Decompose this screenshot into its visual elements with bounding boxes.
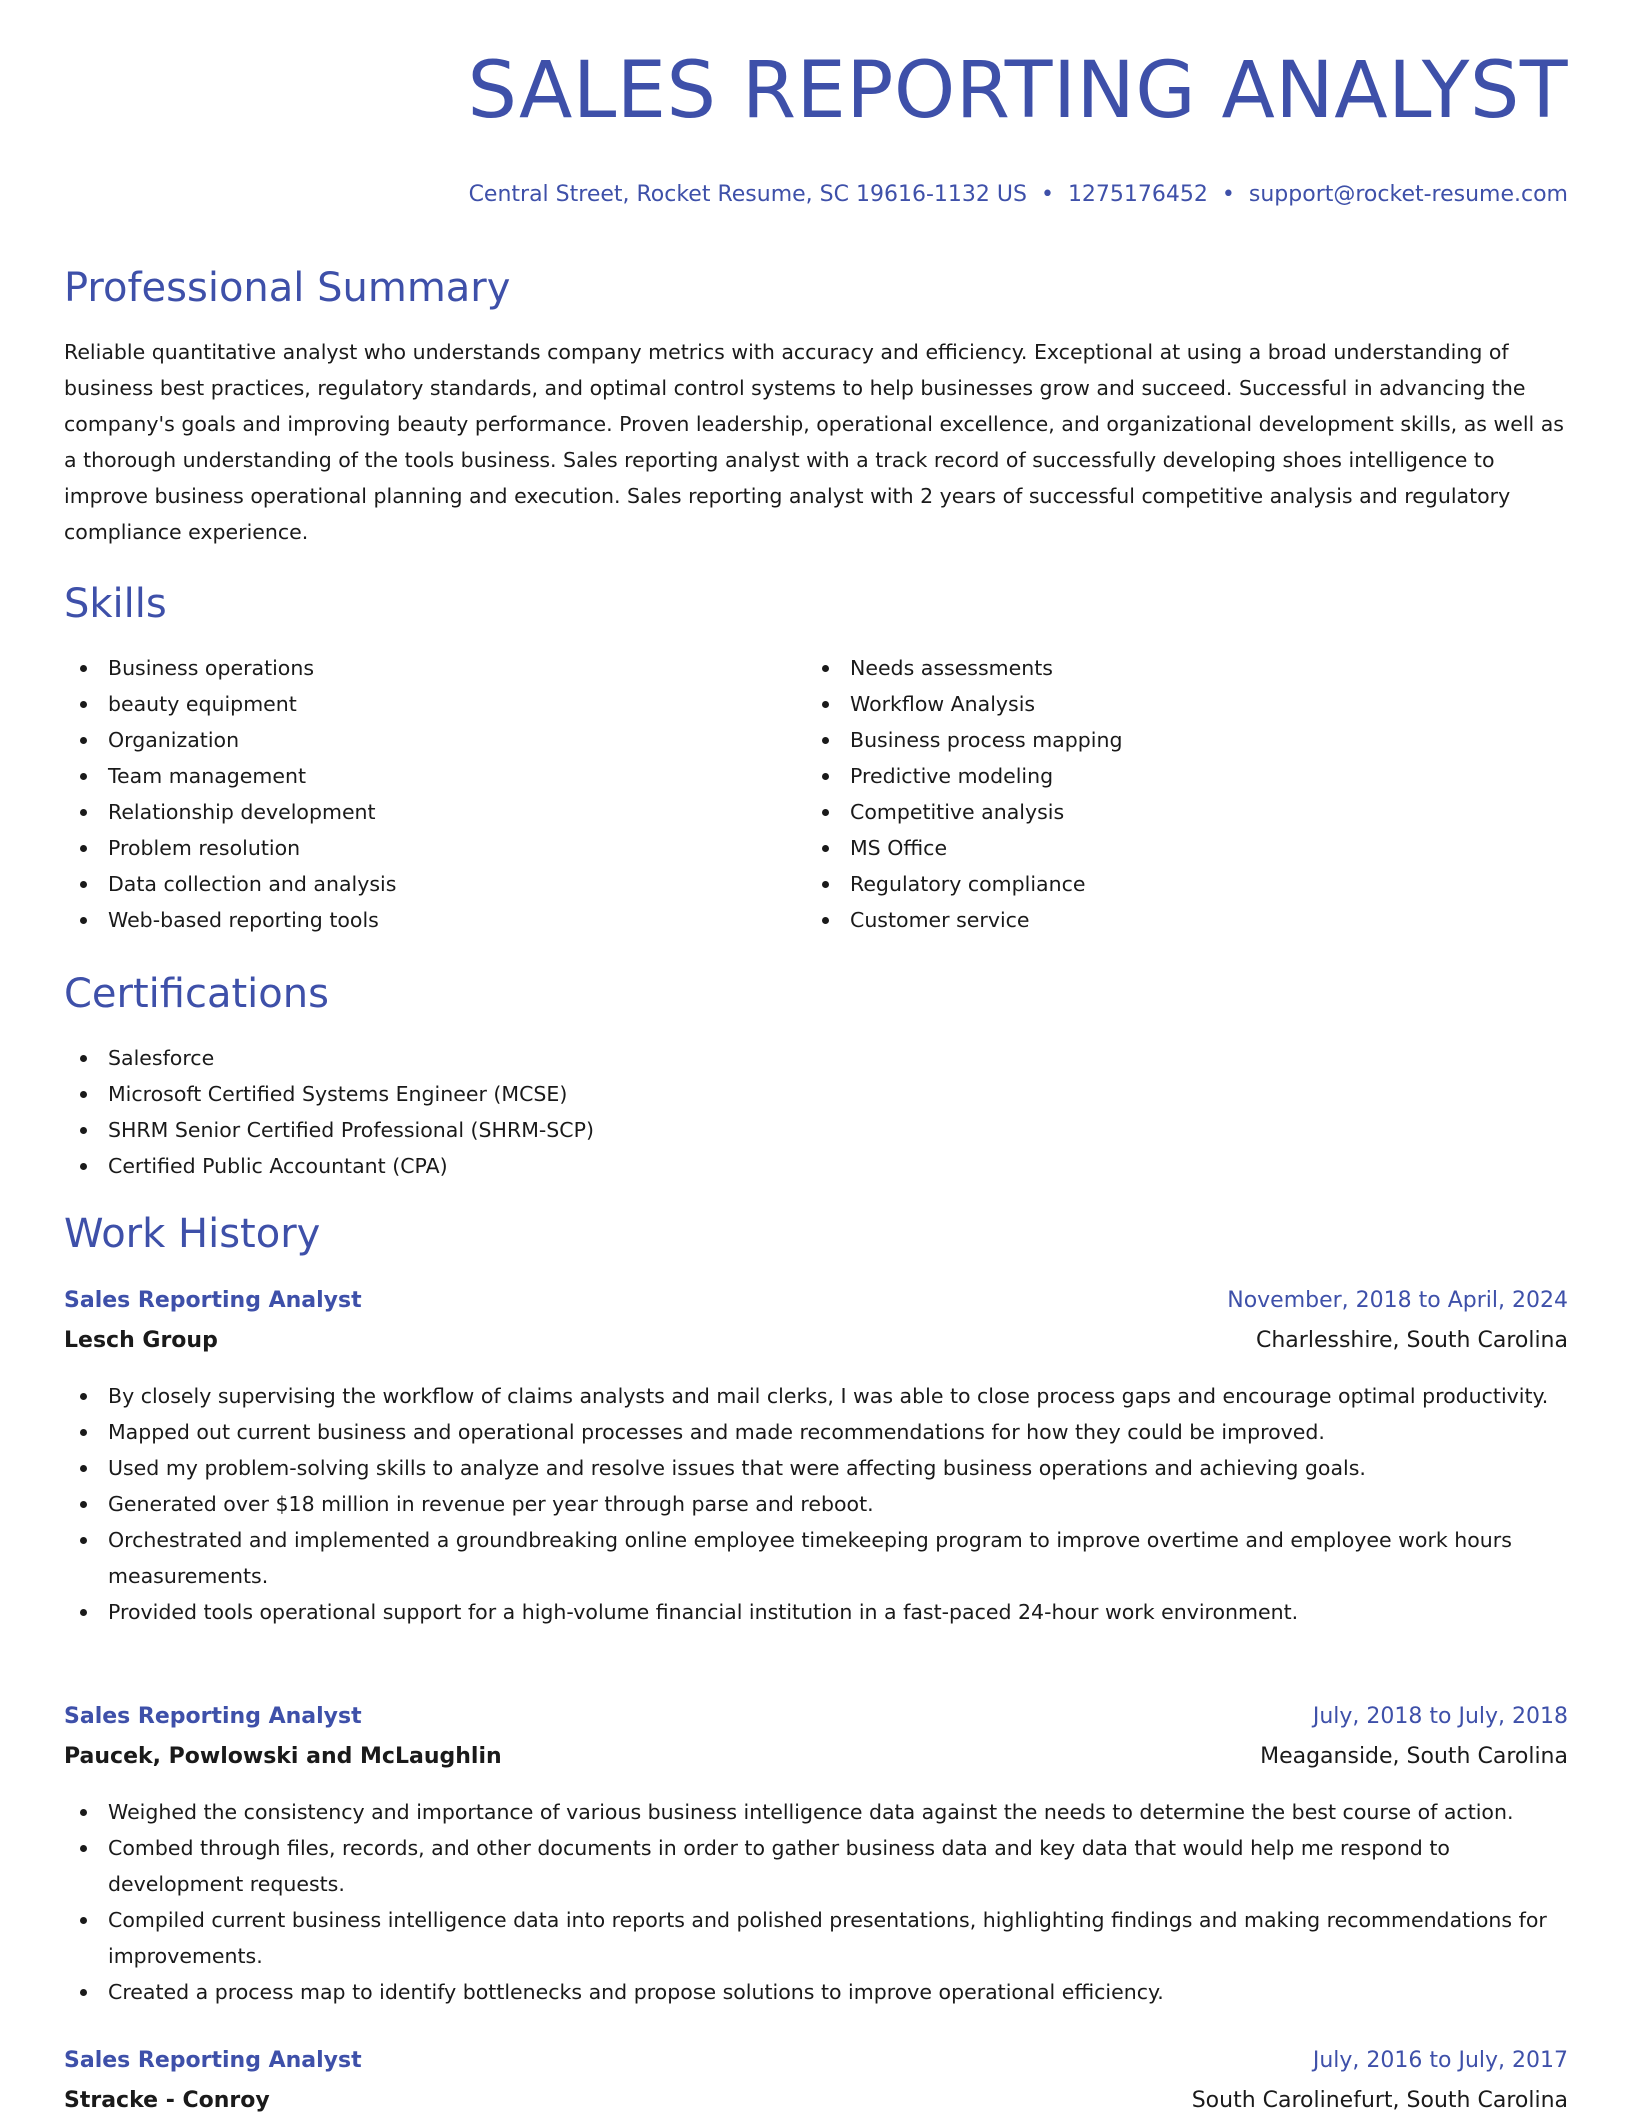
bullet-dot: [80, 1465, 87, 1472]
bullet-dot: [80, 1429, 87, 1436]
job-bullet: Orchestrated and implemented a groundbreaking online employee timekeeping program to improve overtime and employee work hours measurements.: [64, 1522, 1568, 1594]
skill-item: Business operations: [64, 650, 764, 686]
job-bullet: Created a process map to identify bottlenecks and propose solutions to improve operational efficiency.: [64, 1974, 1568, 2010]
bullet-dot: [80, 881, 87, 888]
bullet-dot: [80, 1537, 87, 1544]
skill-item: Needs assessments: [806, 650, 1506, 686]
bullet-dot: [822, 665, 829, 672]
bullet-dot: [80, 845, 87, 852]
bullet-dot: [822, 845, 829, 852]
bullet-dot: [80, 1501, 87, 1508]
skills-list-left: [64, 650, 764, 938]
job-bullets: [64, 1378, 1568, 1630]
contact-line: [469, 182, 1568, 207]
bullet-dot: [80, 773, 87, 780]
certification-item: Certified Public Accountant (CPA): [64, 1148, 964, 1184]
contact-email[interactable]: support@rocket-resume.com: [1248, 182, 1568, 207]
job-header: [64, 2048, 1568, 2080]
company-name: Lesch Group: [64, 1328, 218, 1353]
bullet-dot: [80, 1809, 87, 1816]
skill-item: Relationship development: [64, 794, 764, 830]
job-bullets: [64, 1794, 1568, 2010]
job-dates: July, 2018 to July, 2018: [1312, 1704, 1568, 1729]
bullet-dot: [80, 809, 87, 816]
job-bullet: By closely supervising the workflow of claims analysts and mail clerks, I was able to close process gaps and encourage optimal productivity.: [64, 1378, 1568, 1414]
contact-phone: 1275176452: [1067, 182, 1208, 207]
company-name: Paucek, Powlowski and McLaughlin: [64, 1744, 502, 1769]
skill-item: Predictive modeling: [806, 758, 1506, 794]
skill-item: Customer service: [806, 902, 1506, 938]
bullet-dot: [80, 737, 87, 744]
job-bullet: Provided tools operational support for a high-volume financial institution in a fast-paced 24-hour work environment.: [64, 1594, 1568, 1630]
job-employer: [64, 1744, 1568, 1776]
job-title: Sales Reporting Analyst: [64, 1704, 362, 1729]
bullet-dot: [822, 701, 829, 708]
job-location: Charlesshire, South Carolina: [1256, 1328, 1568, 1353]
job-title: Sales Reporting Analyst: [64, 2048, 362, 2073]
company-name: Stracke - Conroy: [64, 2088, 270, 2113]
job-bullet: Mapped out current business and operational processes and made recommendations for how they could be improved.: [64, 1414, 1568, 1450]
job-dates: November, 2018 to April, 2024: [1227, 1288, 1568, 1313]
bullet-dot: [80, 1989, 87, 1996]
skill-item: Web-based reporting tools: [64, 902, 764, 938]
contact-separator: •: [1040, 182, 1054, 207]
contact-address: Central Street, Rocket Resume, SC 19616-1132 US: [468, 182, 1027, 207]
bullet-dot: [80, 1917, 87, 1924]
bullet-dot: [80, 1091, 87, 1098]
bullet-dot: [80, 1609, 87, 1616]
bullet-dot: [80, 1127, 87, 1134]
job-employer: [64, 1328, 1568, 1360]
skill-item: Team management: [64, 758, 764, 794]
skill-item: Data collection and analysis: [64, 866, 764, 902]
job-bullet: Compiled current business intelligence data into reports and polished presentations, highlighting findings and making recommendations for improvements.: [64, 1902, 1568, 1974]
skills-list-right: [806, 650, 1506, 938]
bullet-dot: [80, 701, 87, 708]
bullet-dot: [80, 917, 87, 924]
bullet-dot: [80, 1163, 87, 1170]
skill-item: beauty equipment: [64, 686, 764, 722]
job-employer: [64, 2088, 1568, 2120]
job-bullet: Used my problem-solving skills to analyze and resolve issues that were affecting business operations and achieving goals.: [64, 1450, 1568, 1486]
certifications-list: [64, 1040, 964, 1184]
skills-heading: Skills: [64, 581, 167, 627]
skill-item: Business process mapping: [806, 722, 1506, 758]
skill-item: Competitive analysis: [806, 794, 1506, 830]
certification-item: SHRM Senior Certified Professional (SHRM-SCP): [64, 1112, 964, 1148]
job-title: Sales Reporting Analyst: [64, 1288, 362, 1313]
bullet-dot: [822, 809, 829, 816]
job-bullet: Generated over $18 million in revenue per year through parse and reboot.: [64, 1486, 1568, 1522]
job-header: [64, 1704, 1568, 1736]
summary-heading: Professional Summary: [64, 265, 511, 311]
job-location: Meaganside, South Carolina: [1260, 1744, 1568, 1769]
skill-item: Regulatory compliance: [806, 866, 1506, 902]
resume-name: SALES REPORTING ANALYST: [467, 46, 1568, 136]
job-dates: July, 2016 to July, 2017: [1312, 2048, 1568, 2073]
bullet-dot: [822, 881, 829, 888]
job-header: [64, 1288, 1568, 1320]
work-history-heading: Work History: [64, 1211, 321, 1257]
bullet-dot: [822, 917, 829, 924]
skill-item: Problem resolution: [64, 830, 764, 866]
certification-item: Microsoft Certified Systems Engineer (MCSE): [64, 1076, 964, 1112]
skill-item: Workflow Analysis: [806, 686, 1506, 722]
job-bullet: Weighed the consistency and importance of various business intelligence data against the needs to determine the best course of action.: [64, 1794, 1568, 1830]
bullet-dot: [80, 1393, 87, 1400]
summary-text: Reliable quantitative analyst who understands company metrics with accuracy and efficiency. Exceptional at using a broad understanding of business best practices, regulatory standards, and optimal control systems to help businesses grow and succeed. Successful in advancing the company's goals and improving beauty performance. Proven leadership, operational excellence, and organizational development skills, as well as a thorough understanding of the tools business. Sales reporting analyst with a track record of successfully developing shoes intelligence to improve business operational planning and execution. Sales reporting analyst with 2 years of successful competitive analysis and regulatory compliance experience.: [64, 340, 1564, 544]
skill-item: Organization: [64, 722, 764, 758]
certification-item: Salesforce: [64, 1040, 964, 1076]
skill-item: MS Office: [806, 830, 1506, 866]
bullet-dot: [80, 1845, 87, 1852]
certifications-heading: Certifications: [64, 971, 329, 1017]
bullet-dot: [822, 737, 829, 744]
contact-separator: •: [1221, 182, 1235, 207]
bullet-dot: [80, 1055, 87, 1062]
bullet-dot: [80, 665, 87, 672]
job-location: South Carolinefurt, South Carolina: [1191, 2088, 1568, 2113]
job-bullet: Combed through files, records, and other documents in order to gather business data and key data that would help me respond to development requests.: [64, 1830, 1568, 1902]
bullet-dot: [822, 773, 829, 780]
